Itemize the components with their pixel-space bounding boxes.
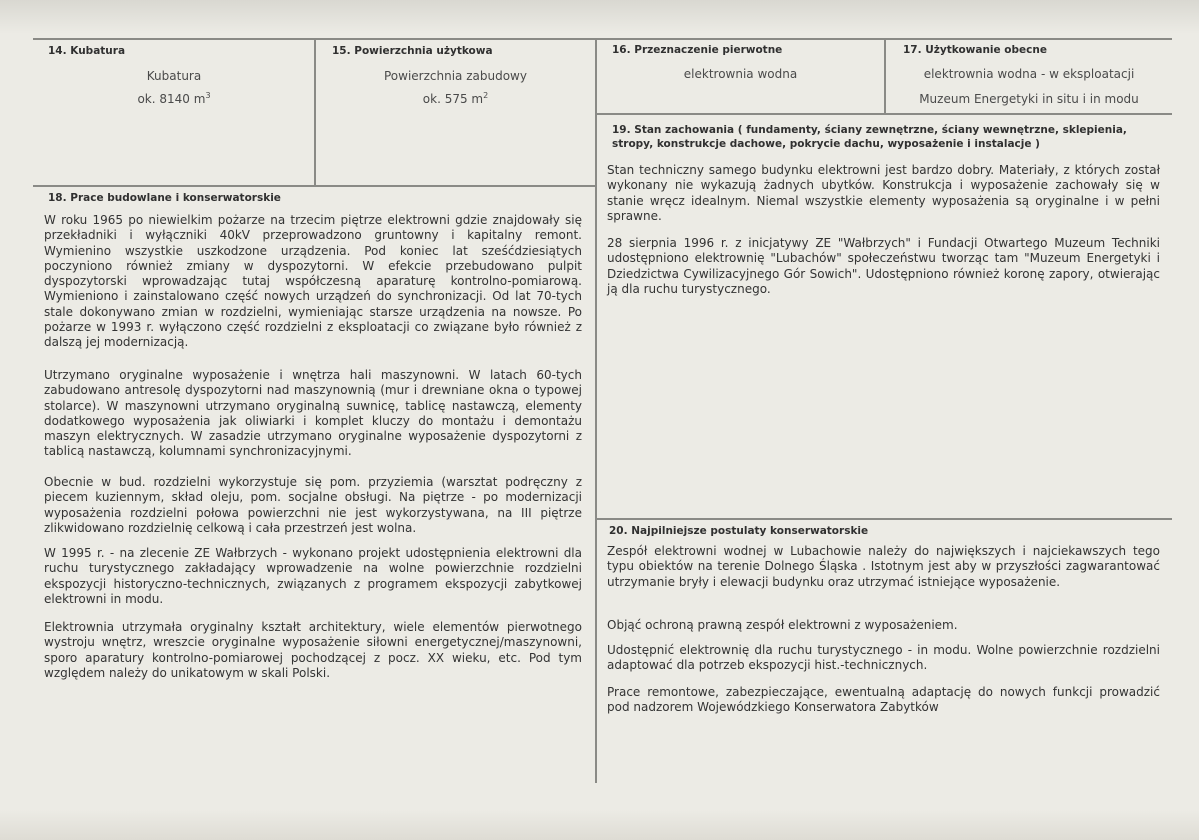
section-18-paragraph-2: Utrzymano oryginalne wyposażenie i wnętrza hali maszynowni. W latach 60-tych zabudowano antresolę dyspozytorni nad maszynownią (mur i drewniane okna o typowej stolarce). W maszynowni utrzymano oryginalną suwnicę, tablicę nastawczą, elementy dodatkowego wyposażenia jak oliwiarki i komplet kluczy do montażu i demontażu maszyn elektrycznych. W zasadzie utrzymano oryginalne wyposażenie dyspozytorni z tablicą nastawczą, kolumnami synchronizacyjnymi. <box>44 368 582 459</box>
section-20-paragraph-2: Objąć ochroną prawną zespół elektrowni z wyposażeniem. <box>607 618 958 632</box>
section-20-paragraph-1: Zespół elektrowni wodnej w Lubachowie należy do największych i najciekawszych tego typu obiektów na terenie Dolnego Śląska . Istotnym jest aby w przyszłości zagwarantować utrzymanie bryły i elewacji budynku oraz utrzymać istniejące wyposażenie. <box>607 544 1160 589</box>
section-15-label: Powierzchnia zabudowy <box>384 69 527 83</box>
section-20-paragraph-3: Udostępnić elektrownię dla ruchu turystycznego - in modu. Wolne powierzchnie rozdzielni adaptować dla potrzeb ekspozycji hist.-technicznych. <box>607 643 1160 673</box>
section-15-value <box>316 91 595 107</box>
card-top-edge <box>0 0 1199 34</box>
section-17-heading: 17. Użytkowanie obecne <box>903 44 1047 56</box>
section-19-heading: 19. Stan zachowania ( fundamenty, ściany zewnętrzne, ściany wewnętrzne, sklepienia, stropy, konstrukcje dachowe, pokrycie dachu, wyposażenie i instalacje ) <box>612 124 1127 150</box>
section-16-value: elektrownia wodna <box>683 67 798 81</box>
section-18-paragraph-1: W roku 1965 po niewielkim pożarze na trzecim piętrze elektrowni gdzie znajdowały się przekładniki i wyłączniki 40kV przeprowadzono gruntowny i kapitalny remont. Wymienino wszystkie uszkodzone urządzenia. Pod koniec lat sześćdziesiątych poczyniono również zmiany w dyspozytorni. W efekcie przebudowano pulpit dyspozytorski wprowadzając tutaj współczesną aparaturę kontrolno-pomiarową. Wymieniono i zainstalowano część nowych urządzeń do synchronizacji. Od lat 70-tych stale dokonywano zmian w rozdzielni, wymieniając starsze urządzenia na nowsze. Po pożarze w 1993 r. wyłączono część rozdzielni z eksploatacji co związane było również z dalszą jej modernizacją. <box>44 213 582 350</box>
section-18-heading: 18. Prace budowlane i konserwatorskie <box>48 192 281 204</box>
section-17-line1: elektrownia wodna - w eksploatacji <box>923 67 1135 81</box>
kubatura-value: ok. 8140 m <box>137 92 206 106</box>
section-17-line2: Muzeum Energetyki in situ i in modu <box>919 92 1139 106</box>
section-15-heading: 15. Powierzchnia użytkowa <box>332 45 493 57</box>
section-16-heading: 16. Przeznaczenie pierwotne <box>612 44 783 56</box>
divider-v-14-15 <box>314 38 316 186</box>
section-20-heading: 20. Najpilniejsze postulaty konserwatorskie <box>609 525 869 537</box>
section-18-paragraph-5: Elektrownia utrzymała oryginalny kształt architektury, wiele elementów pierwotnego wystroju wnętrz, wreszcie oryginalne wyposażenie siłowni energetycznej/maszynowni, sporo aparatury kontrolno-pomiarowej pochodzącej z pocz. XX wieku, etc. Pod tym względem należy do unikatowym w skali Polski. <box>44 620 582 680</box>
kubatura-unit-exponent: 3 <box>205 91 211 100</box>
section-20-paragraph-4: Prace remontowe, zabezpieczające, ewentualną adaptację do nowych funkcji prowadzić pod nadzorem Wojewódzkiego Konserwatora Zabytków <box>607 685 1160 715</box>
divider-below-16-17 <box>596 113 1172 115</box>
section-14-label: Kubatura <box>146 69 202 83</box>
section-14-heading: 14. Kubatura <box>48 45 126 57</box>
section-18-paragraph-3: Obecnie w bud. rozdzielni wykorzystuje się pom. przyziemia (warsztat podręczny z piecem kuziennym, skład oleju, pom. socjalne obsługi. Na piętrze - po modernizacji wyposażenia rozdzielni połowa powierzchni nie jest wykorzystywana, na III piętrze zlikwidowano rozdzielnię celkową i cała przestrzeń jest wolna. <box>44 475 582 535</box>
powierzchnia-value: ok. 575 m <box>422 92 484 106</box>
divider-v-center <box>595 38 597 783</box>
powierzchnia-unit-exponent: 2 <box>483 91 489 100</box>
section-18-paragraph-4: W 1995 r. - na zlecenie ZE Wałbrzych - wykonano projekt udostępnienia elektrowni dla ruchu turystycznego zakładający wprowadzenie na wolne powierzchnie rozdzielni ekspozycji historyczno-technicznych, związanych z programem ekspozycji zabytkowej elektrowni in modu. <box>44 546 582 606</box>
divider-above-18 <box>33 185 596 187</box>
card-bottom-edge <box>0 810 1199 840</box>
section-19-paragraph-1: Stan techniczny samego budynku elektrowni jest bardzo dobry. Materiały, z których został wykonany nie wykazują żadnych ubytków. Konstrukcja i wyposażenie zachowały się w stanie wręcz idealnym. Niemal wszystkie elementy wyposażenia są oryginalne i w pełni sprawne. <box>607 163 1160 223</box>
section-19-paragraph-2: 28 sierpnia 1996 r. z inicjatywy ZE "Wałbrzych" i Fundacji Otwartego Muzeum Techniki udostępniono elektrownię "Lubachów" społeczeństwu tworząc tam "Muzeum Energetyki i Dziedzictwa Cywilizacyjnego Gór Sowich". Udostępniono również koronę zapory, otwierając ją dla ruchu turystycznego. <box>607 236 1160 296</box>
section-14-value <box>34 91 314 107</box>
divider-above-20 <box>596 518 1172 520</box>
